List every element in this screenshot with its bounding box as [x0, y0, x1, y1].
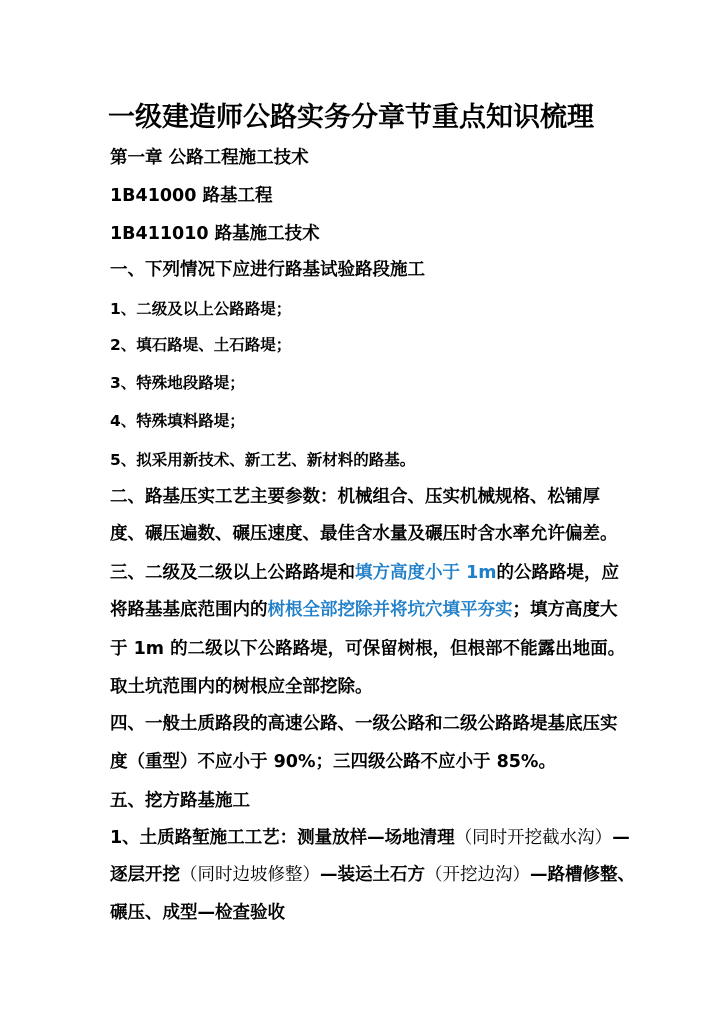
section-heading: 1B41000 路基工程 [110, 186, 273, 206]
text-span: —路槽修整、 [530, 865, 635, 885]
paragraph-3-line-4: 取土坑范围内的树根应全部挖除。 [110, 677, 373, 697]
text-span: 三、二级及二级以上公路路堤和 [110, 563, 355, 583]
paragraph-1-heading: 一、下列情况下应进行路基试验路段施工 [110, 260, 425, 280]
text-span: 1、土质路堑施工工艺：测量放样—场地清理 [110, 828, 455, 848]
text-span: 逐层开挖 [110, 865, 180, 885]
highlight-text: 填方高度小于 1m [355, 563, 497, 583]
text-span: 将路基基底范围内的 [110, 600, 268, 620]
text-span: 的公路路堤，应 [496, 563, 620, 583]
paragraph-3-line-1 [110, 561, 619, 585]
paragraph-5-line-1 [110, 826, 630, 850]
list-item: 2、填石路堤、土石路堤； [110, 336, 292, 354]
parenthetical-text: （同时开挖截水沟） [454, 828, 613, 848]
list-item: 4、特殊填料路堤； [110, 412, 245, 430]
text-span: — [612, 828, 630, 848]
list-item: 1、二级及以上公路路堤； [110, 300, 292, 318]
paragraph-5-line-3: 碾压、成型—检查验收 [110, 903, 285, 923]
text-span: ；填方高度大 [512, 600, 618, 620]
paragraph-2-line-1: 二、路基压实工艺主要参数：机械组合、压实机械规格、松铺厚 [110, 487, 600, 507]
paragraph-5-line-2 [110, 863, 635, 887]
list-item: 5、拟采用新技术、新工艺、新材料的路基。 [110, 451, 416, 469]
paragraph-3-line-3: 于 1m 的二级以下公路路堤，可保留树根，但根部不能露出地面。 [110, 639, 626, 659]
chapter-heading: 第一章 公路工程施工技术 [110, 148, 309, 168]
paragraph-4-line-2: 度（重型）不应小于 90%；三四级公路不应小于 85%。 [110, 752, 556, 772]
parenthetical-text: （同时边坡修整） [180, 865, 320, 885]
parenthetical-text: （开挖边沟） [425, 865, 530, 885]
document-title: 一级建造师公路实务分章节重点知识梳理 [108, 102, 594, 133]
list-item: 3、特殊地段路堤； [110, 374, 245, 392]
paragraph-3-line-2 [110, 598, 618, 622]
highlight-text: 树根全部挖除并将坑穴填平夯实 [267, 600, 513, 620]
text-span: —装运土石方 [320, 865, 425, 885]
paragraph-4-line-1: 四、一般土质路段的高速公路、一级公路和二级公路路堤基底压实 [110, 714, 618, 734]
paragraph-2-line-2: 度、碾压遍数、碾压速度、最佳含水量及碾压时含水率允许偏差。 [110, 524, 618, 544]
subsection-heading: 1B411010 路基施工技术 [110, 224, 320, 244]
paragraph-5-heading: 五、挖方路基施工 [110, 791, 250, 811]
